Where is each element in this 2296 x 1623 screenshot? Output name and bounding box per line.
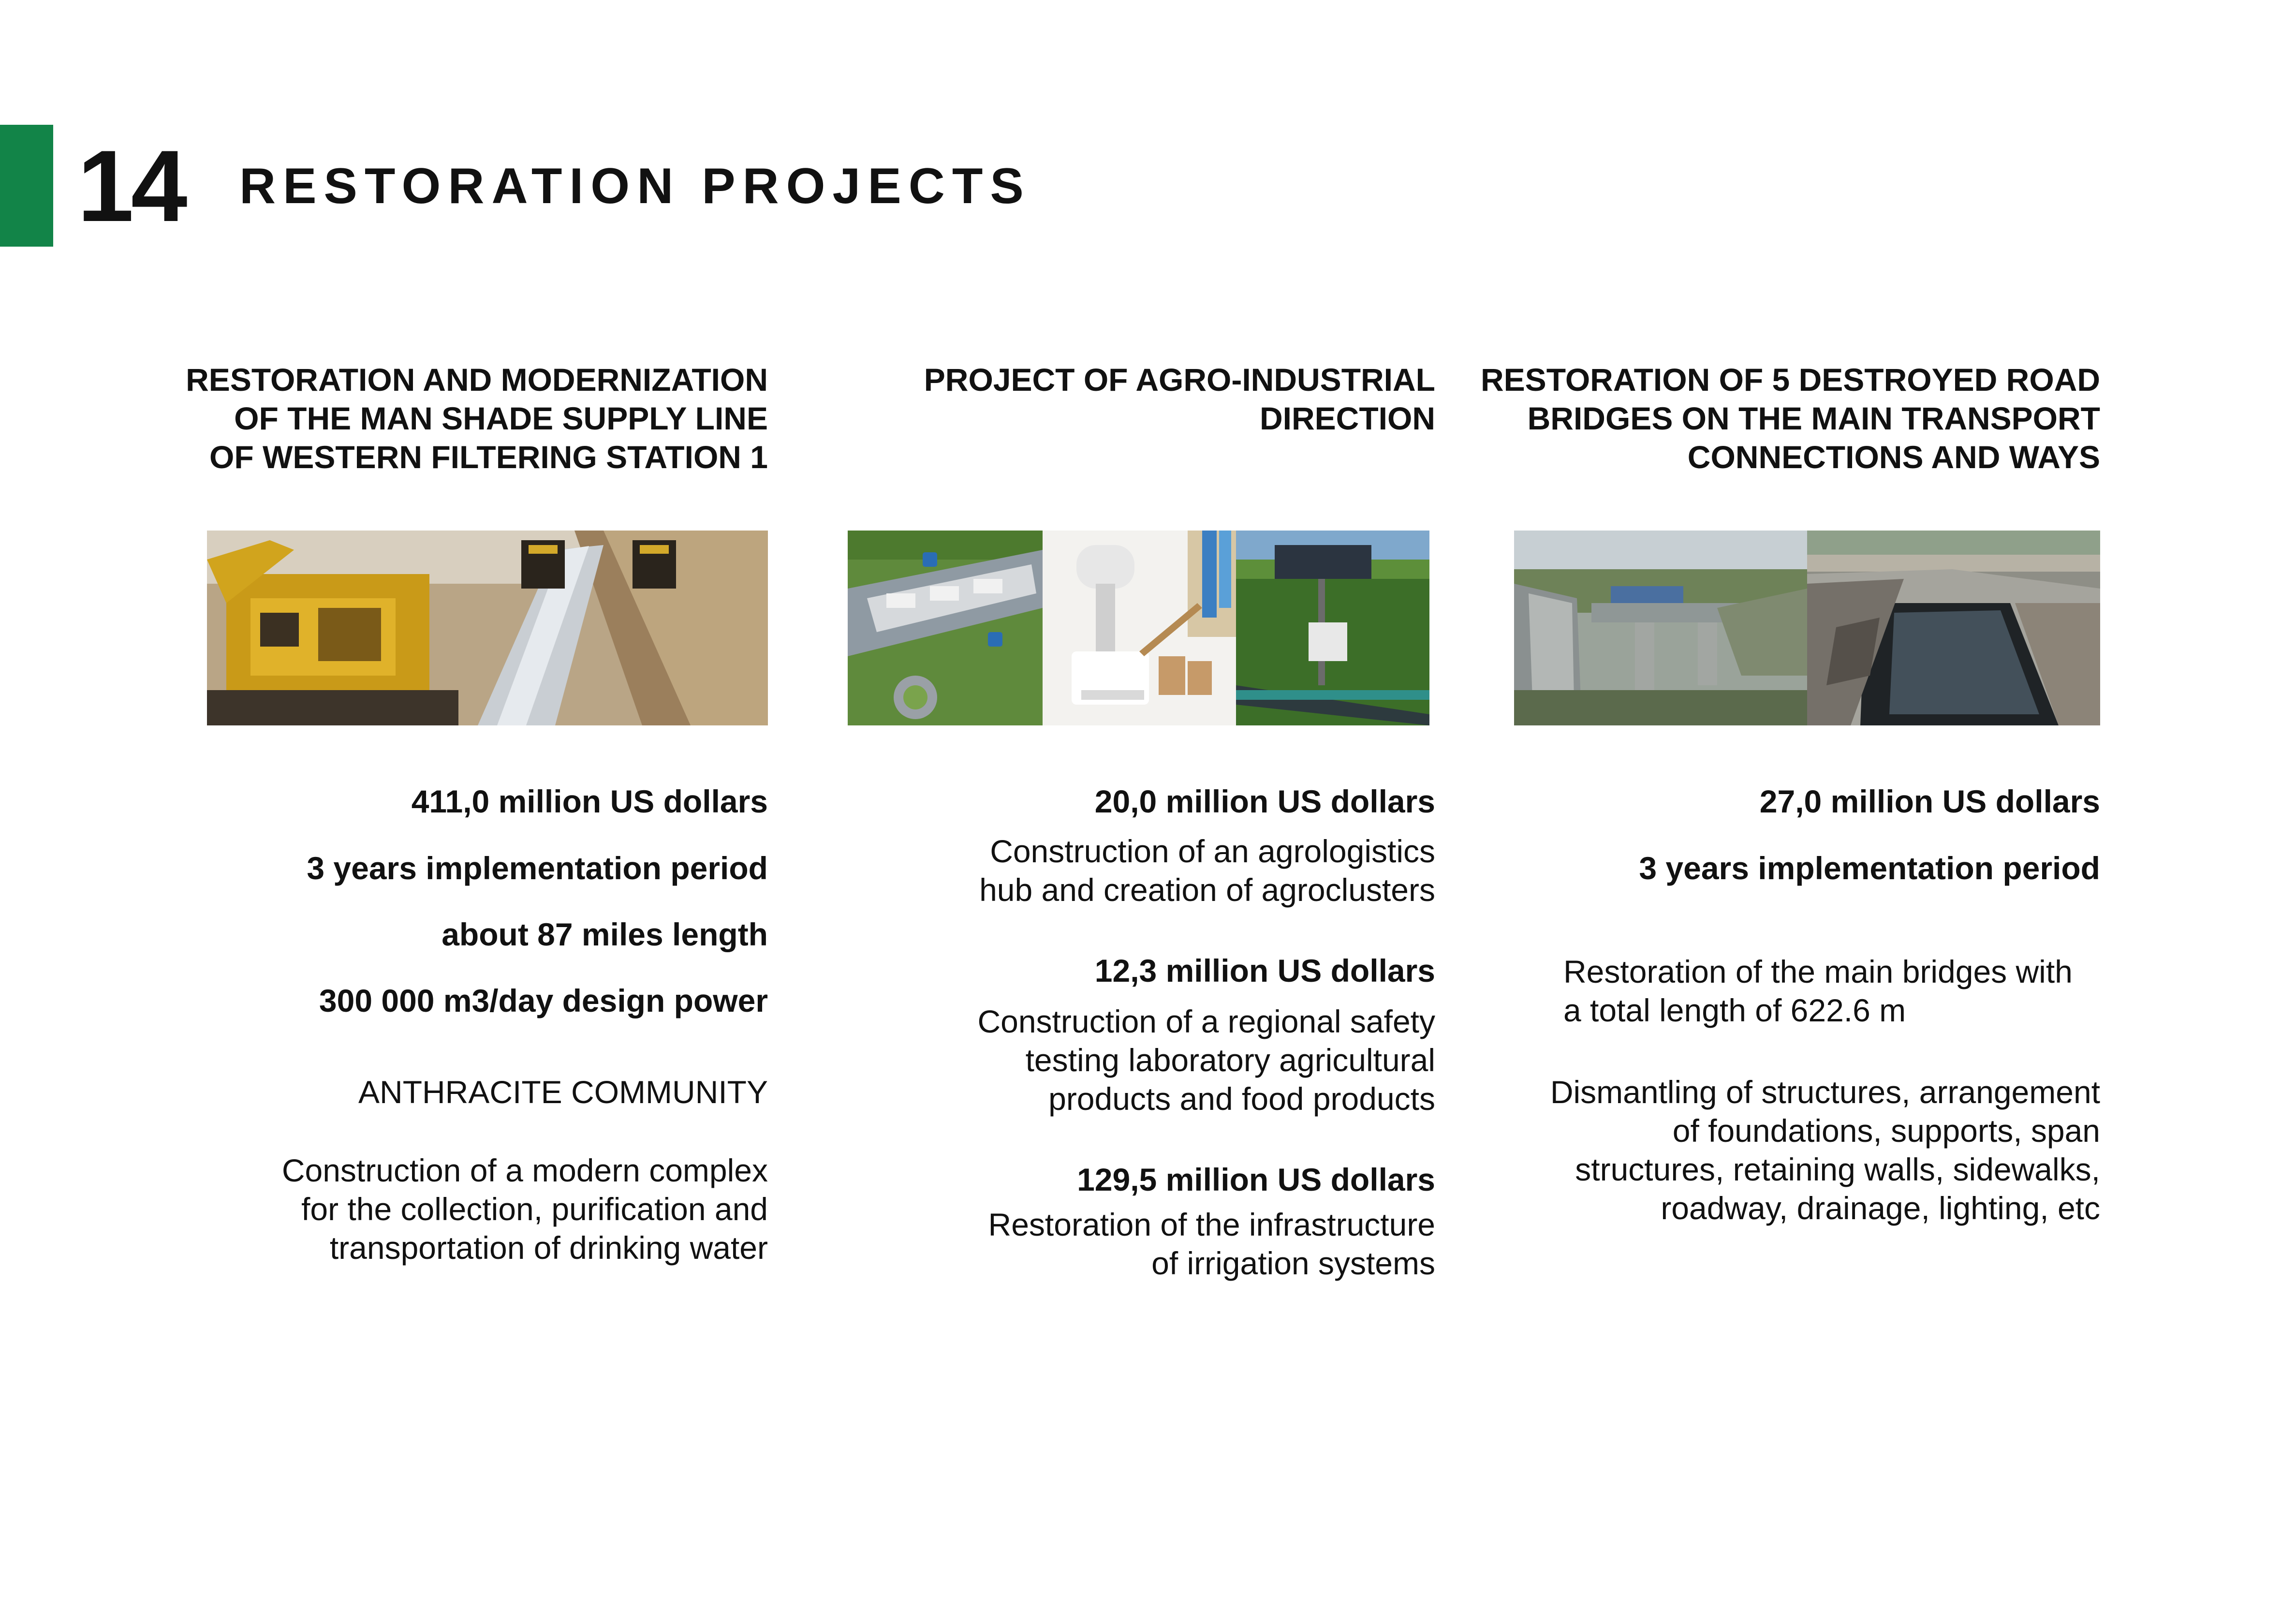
description-line: Dismantling of structures, arrangement <box>1550 1074 2100 1110</box>
project-3-cost: 27,0 million US dollars <box>1759 783 2100 819</box>
project-2-item-2-description <box>977 1002 1435 1118</box>
description-line: of foundations, supports, span <box>1672 1113 2100 1149</box>
project-2-heading <box>924 360 1435 438</box>
laboratory-photo <box>1043 531 1236 725</box>
project-3-heading <box>1481 360 2100 476</box>
accent-bar <box>0 125 53 247</box>
project-1-cost: 411,0 million US dollars <box>411 783 768 819</box>
page-title: RESTORATION PROJECTS <box>239 158 1031 214</box>
project-1-period: 3 years implementation period <box>307 850 768 886</box>
page-number: 14 <box>77 129 185 243</box>
description-line: Restoration of the infrastructure <box>988 1207 1435 1242</box>
heading-line: BRIDGES ON THE MAIN TRANSPORT <box>1527 400 2100 436</box>
project-2-item-3-cost: 129,5 million US dollars <box>1077 1162 1435 1197</box>
irrigation-field-photo <box>1236 531 1429 725</box>
heading-line: DIRECTION <box>1260 400 1435 436</box>
project-1-length: about 87 miles length <box>442 916 768 952</box>
description-line: Restoration of the main bridges with <box>1563 954 2073 989</box>
project-3-restoration <box>1563 952 2073 1030</box>
project-1-community: ANTHRACITE COMMUNITY <box>358 1074 768 1110</box>
project-3-works <box>1550 1073 2100 1227</box>
project-2-item-3-description <box>988 1205 1435 1283</box>
description-line: Construction of a modern complex <box>281 1152 768 1188</box>
description-line: structures, retaining walls, sidewalks, <box>1575 1151 2100 1187</box>
project-1-capacity: 300 000 m3/day design power <box>319 983 768 1018</box>
project-3-period: 3 years implementation period <box>1639 850 2100 886</box>
description-line: roadway, drainage, lighting, etc <box>1661 1190 2100 1226</box>
pipeline-construction-photo <box>207 531 768 725</box>
description-line: transportation of drinking water <box>329 1230 768 1266</box>
heading-line: OF WESTERN FILTERING STATION 1 <box>209 439 768 475</box>
description-line: of irrigation systems <box>1151 1245 1435 1281</box>
agrologistics-hub-photo <box>848 531 1043 725</box>
description-line: a total length of 622.6 m <box>1563 992 1906 1028</box>
project-2-item-1-cost: 20,0 million US dollars <box>1094 783 1435 819</box>
description-line: hub and creation of agroclusters <box>979 872 1435 908</box>
project-1-description <box>282 1151 768 1267</box>
description-line: Construction of an agrologistics <box>990 833 1435 869</box>
project-2-item-1-description <box>979 832 1435 909</box>
collapsed-bridge-photo <box>1514 531 1807 725</box>
destroyed-bridge-deck-photo <box>1807 531 2100 725</box>
description-line: testing laboratory agricultural <box>1025 1042 1435 1078</box>
project-1-heading <box>186 360 768 476</box>
description-line: for the collection, purification and <box>301 1191 768 1227</box>
heading-line: PROJECT OF AGRO-INDUSTRIAL <box>924 362 1435 398</box>
description-line: Construction of a regional safety <box>977 1003 1435 1039</box>
description-line: products and food products <box>1048 1081 1435 1117</box>
heading-line: RESTORATION OF 5 DESTROYED ROAD <box>1480 362 2100 398</box>
heading-line: RESTORATION AND MODERNIZATION <box>186 362 768 398</box>
project-2-item-2-cost: 12,3 million US dollars <box>1094 953 1435 989</box>
heading-line: OF THE MAN SHADE SUPPLY LINE <box>234 400 768 436</box>
heading-line: CONNECTIONS AND WAYS <box>1687 439 2100 475</box>
